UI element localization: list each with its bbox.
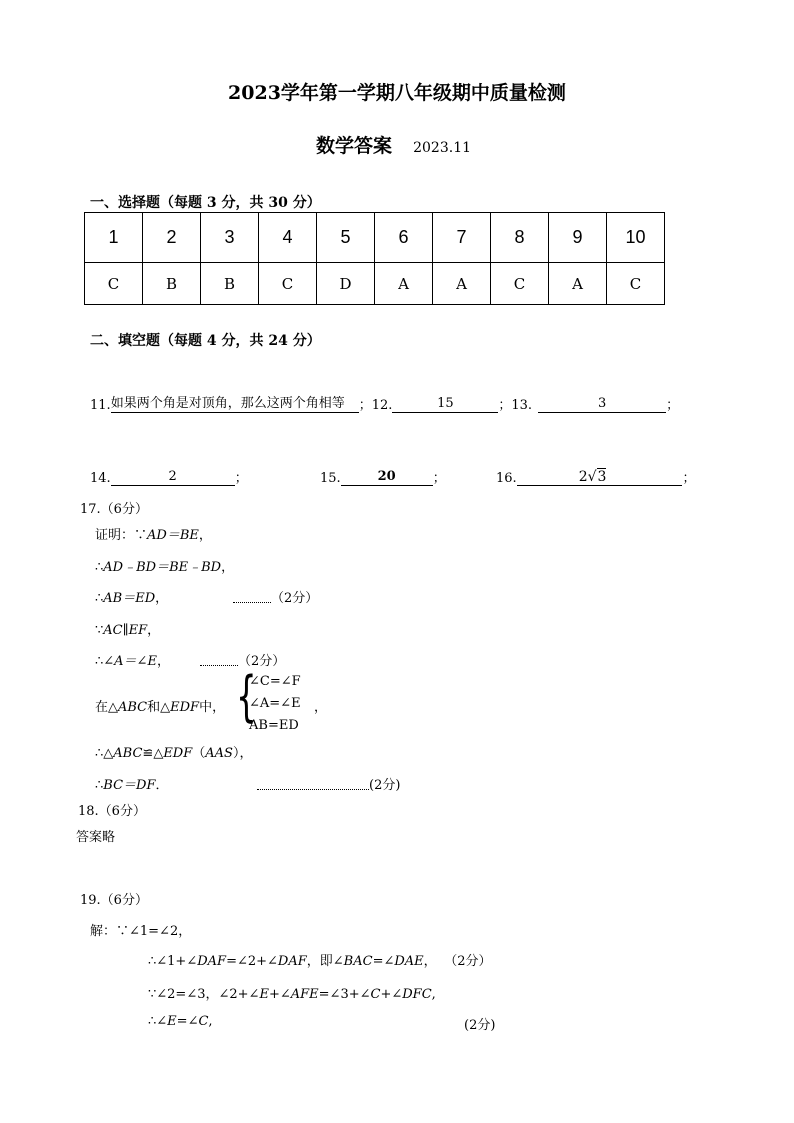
punct: ），: [232, 746, 253, 761]
punct: （: [192, 746, 206, 761]
q17-line-1: [95, 524, 212, 543]
question-number-cell: 2: [143, 213, 201, 263]
q16-blank-left: [517, 469, 579, 486]
answer-cell: A: [375, 263, 433, 305]
proof-expression: ∠A＝∠E: [103, 654, 157, 669]
angle-name: DAF: [197, 954, 227, 969]
q17-line-3-score: [233, 587, 318, 606]
proof-expression: AB＝ED: [103, 591, 156, 606]
q13-answer: 3: [538, 396, 666, 413]
angle-name: C: [198, 1014, 209, 1029]
text: +∠: [268, 987, 291, 1002]
text: ∵∠2=∠3，∠2+∠: [148, 987, 260, 1002]
fill-blank-row-1: [90, 394, 679, 413]
q19-line-2: [148, 950, 491, 969]
question-number-cell: 4: [259, 213, 317, 263]
score-note: （2分）: [450, 954, 492, 969]
angle-name: E: [167, 1014, 177, 1029]
punct: ，: [156, 654, 170, 669]
text: ∴∠1+∠: [148, 954, 198, 969]
q14-end: ；: [234, 471, 248, 486]
therefore-symbol: ∴△: [95, 746, 114, 761]
q19-header: 19.（6分）: [80, 893, 148, 908]
q17-header: 17.（6分）: [80, 502, 148, 517]
q11-label: 11.: [90, 398, 111, 413]
q13-end: ；: [666, 398, 680, 413]
sqrt-sign: √: [587, 469, 597, 485]
q14: [90, 467, 248, 486]
punct: ，: [155, 591, 169, 606]
q19-line-1: 解：∵∠1=∠2，: [90, 924, 192, 939]
dot-leader: [257, 781, 369, 790]
question-number-cell: 1: [85, 213, 143, 263]
q17-line-3: [95, 587, 168, 606]
q17-line-5: [95, 650, 170, 669]
q16-label: 16.: [496, 471, 517, 486]
q17-line-8: [95, 774, 168, 793]
text: =∠2+∠: [226, 954, 278, 969]
punct: ，: [423, 954, 437, 969]
therefore-symbol: ∴: [95, 654, 104, 669]
text: 在△: [95, 700, 118, 715]
answer-cell: A: [549, 263, 607, 305]
q15: [320, 467, 446, 486]
q16-blank-right: [606, 469, 682, 486]
proof-expression: AC∥EF: [103, 623, 148, 638]
punct: ,: [208, 1014, 213, 1029]
text: =∠: [176, 1014, 199, 1029]
q16-coef: 2: [578, 469, 588, 485]
proof-expression: BC＝DF: [103, 778, 156, 793]
q19-line-4: [148, 1014, 213, 1029]
punct: ，: [198, 528, 212, 543]
exam-date: 2023.11: [413, 140, 472, 156]
condition-suffix: ，: [314, 700, 328, 715]
answer-cell: C: [85, 263, 143, 305]
q12-label: ；12.: [358, 398, 393, 413]
text: 中，: [199, 700, 226, 715]
triangle-name: EDF: [163, 746, 193, 761]
q11-answer: 如果两个角是对顶角，那么这两个角相等: [111, 396, 359, 413]
answer-table: [84, 212, 665, 305]
question-number-cell: 8: [491, 213, 549, 263]
q17-line-6: [95, 696, 225, 715]
proof-expression: AD﹣BD＝BE﹣BD: [103, 560, 222, 575]
triangle-name: ABC: [113, 746, 143, 761]
angle-name: AFE: [290, 987, 319, 1002]
answer-cell: D: [317, 263, 375, 305]
dot-leader: [233, 594, 271, 603]
text: ∴∠: [148, 1014, 168, 1029]
proof-prefix: 证明：∵: [95, 528, 148, 543]
angle-name: E: [259, 987, 269, 1002]
q16-radicand: 3: [597, 469, 607, 485]
q14-answer: 2: [111, 469, 235, 486]
left-brace-icon: {: [236, 665, 257, 728]
proof-expression: AD＝BE: [147, 528, 199, 543]
condition-3: AB=ED: [249, 718, 299, 733]
score-note: (2分): [369, 778, 401, 793]
text: =∠3+∠: [318, 987, 371, 1002]
q15-label: 15.: [320, 471, 341, 486]
question-number-cell: 9: [549, 213, 607, 263]
answer-cell: C: [491, 263, 549, 305]
therefore-symbol: ∴: [95, 591, 104, 606]
therefore-symbol: ∴: [95, 560, 104, 575]
answer-cell: B: [201, 263, 259, 305]
answer-cell: C: [607, 263, 665, 305]
answer-cell: C: [259, 263, 317, 305]
page-title: 2023学年第一学期八年级期中质量检测: [228, 82, 566, 104]
angle-name: C: [370, 987, 381, 1002]
q19-line-3: [148, 983, 436, 1002]
score-note: （2分）: [238, 654, 286, 669]
q19-line-4-score: (2分): [464, 1018, 496, 1033]
page-subtitle: 数学答案: [316, 135, 393, 157]
page-subtitle-row: [316, 131, 471, 158]
condition-1: ∠C=∠F: [249, 674, 301, 689]
triangle-name: EDF: [170, 700, 200, 715]
text: +∠: [380, 987, 403, 1002]
condition-2: ∠A=∠E: [249, 696, 301, 711]
q18-body: 答案略: [76, 830, 116, 845]
therefore-symbol: ∴: [95, 778, 104, 793]
angle-name: DAF: [277, 954, 307, 969]
q13-label: ；13.: [498, 398, 533, 413]
q16: [496, 467, 695, 486]
q17-line-2: [95, 556, 234, 575]
question-number-cell: 3: [201, 213, 259, 263]
triangle-name: ABC: [118, 700, 148, 715]
q15-answer: 20: [341, 469, 433, 486]
section-2-heading: 二、填空题（每题 4 分，共 24 分）: [90, 333, 321, 349]
q16-end: ；: [682, 471, 696, 486]
text: ，即∠: [306, 954, 344, 969]
section-1-heading: 一、选择题（每题 3 分，共 30 分）: [90, 195, 321, 211]
q15-end: ；: [432, 471, 446, 486]
answer-table-header-row: [85, 213, 665, 263]
q17-line-8-score: [257, 774, 400, 793]
angle-name: DAE: [394, 954, 424, 969]
q18-header: 18.（6分）: [78, 804, 146, 819]
congruence-reason: AAS: [205, 746, 233, 761]
answer-table-answer-row: [85, 263, 665, 305]
q12-answer: 15: [392, 396, 498, 413]
dot-leader: [200, 657, 238, 666]
angle-name: BAC: [343, 954, 373, 969]
angle-name: DFC: [402, 987, 432, 1002]
score-note: （2分）: [271, 591, 319, 606]
punct: ，: [147, 623, 161, 638]
q17-line-7: [95, 742, 252, 761]
because-symbol: ∵: [95, 623, 104, 638]
question-number-cell: 6: [375, 213, 433, 263]
question-number-cell: 10: [607, 213, 665, 263]
punct: ,: [431, 987, 436, 1002]
punct: ．: [155, 778, 169, 793]
answer-cell: A: [433, 263, 491, 305]
text: =∠: [372, 954, 395, 969]
question-number-cell: 7: [433, 213, 491, 263]
answer-cell: B: [143, 263, 201, 305]
question-number-cell: 5: [317, 213, 375, 263]
q14-label: 14.: [90, 471, 111, 486]
congruent-symbol: ≌△: [142, 746, 164, 761]
q16-answer: [579, 469, 607, 486]
q17-line-4: [95, 619, 160, 638]
text: 和△: [147, 700, 171, 715]
punct: ，: [221, 560, 235, 575]
